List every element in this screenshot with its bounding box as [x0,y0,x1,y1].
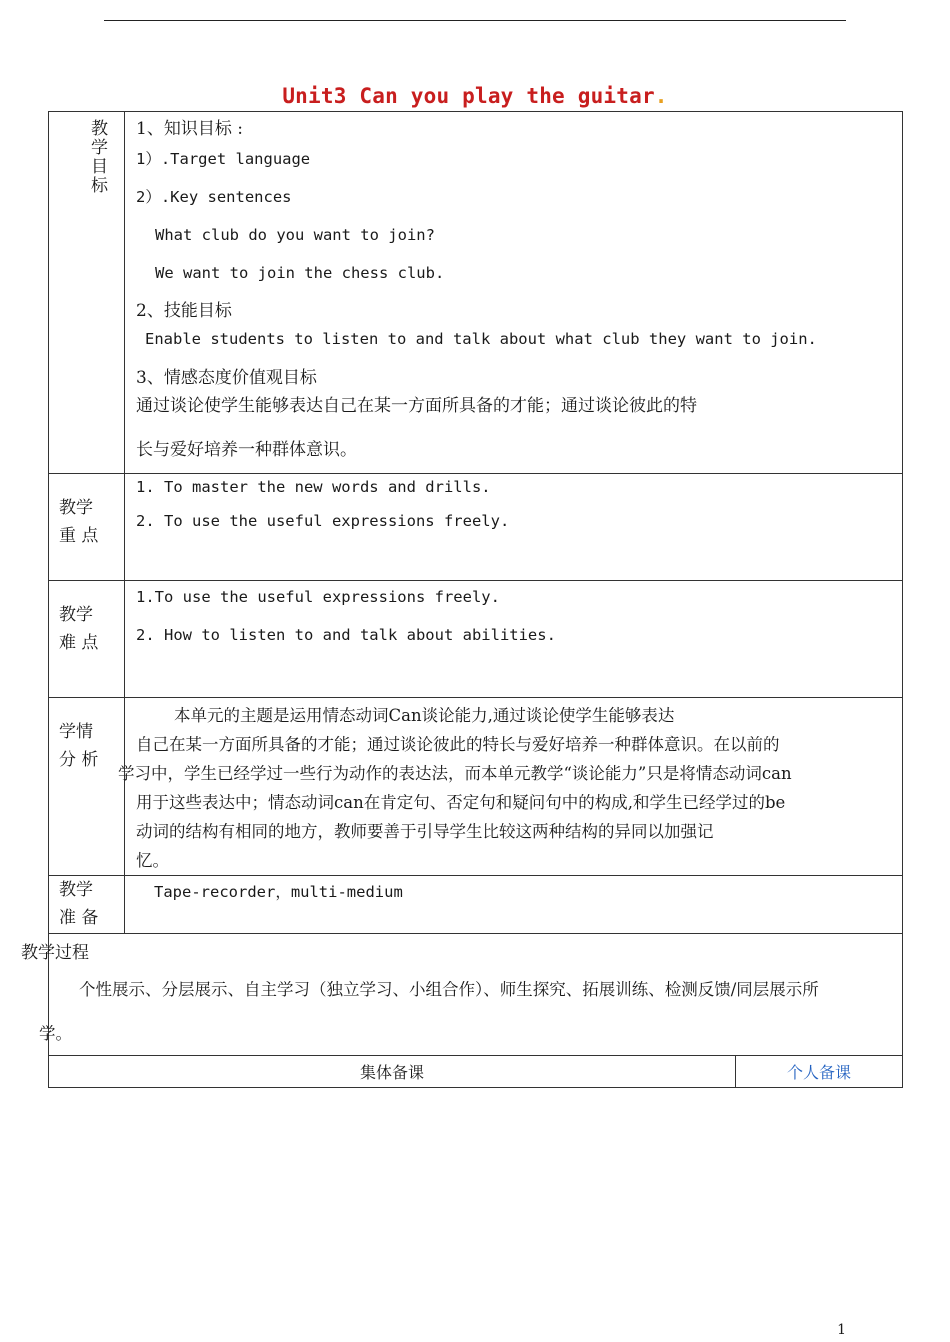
page-number: 1 [837,1322,846,1338]
sentence-1: What club do you want to join? [155,226,435,244]
goals-label-cell [49,112,125,474]
preparation-label-1: 教学 [59,880,93,900]
prep-columns-row [49,1056,903,1088]
analysis-line-3: 学习中，学生已经学过一些行为动作的表达法，而本单元教学“谈论能力”只是将情态动词can [118,764,792,783]
difficult-points-content-cell [125,581,903,698]
preparation-label-2: 准 备 [59,908,99,928]
analysis-content-cell [118,698,903,876]
difficult-points-row [49,581,903,698]
target-language: 1）.Target language [136,150,311,168]
skill-text: Enable students to listen to and talk about what club they want to join. [145,330,817,348]
process-label: 教学过程 [21,943,89,963]
analysis-line-6: 忆。 [136,851,169,870]
key-points-content-cell [125,474,903,581]
process-row [49,934,903,1056]
difficult-point-2: 2. How to listen to and talk about abilities. [136,626,556,644]
top-rule [104,20,846,21]
process-cell [21,934,903,1056]
collective-prep-label: 集体备课 [359,1063,424,1082]
page-title: Unit3 Can you play the guitar. [282,84,668,108]
key-points-label-cell [49,474,125,581]
sentence-2: We want to join the chess club. [155,264,445,282]
difficult-point-1: 1.To use the useful expressions freely. [136,588,500,606]
analysis-row [49,698,903,876]
key-points-row [49,474,903,581]
difficult-points-label-2: 难 点 [59,633,99,653]
difficult-points-label-1: 教学 [59,605,93,625]
key-points-label-2: 重 点 [59,526,99,546]
preparation-label-cell [49,876,125,934]
goals-label: 教 学 目 标 [91,119,108,196]
emotion-text-1: 通过谈论使学生能够表达自己在某一方面所具备的才能；通过谈论彼此的特 [136,396,697,416]
personal-prep-label: 个人备课 [787,1063,852,1082]
key-sentences: 2）.Key sentences [136,188,292,206]
preparation-text: Tape-recorder，multi-medium [154,883,403,901]
difficult-points-label-cell [49,581,125,698]
analysis-label-cell [49,698,125,876]
emotion-text-2: 长与爱好培养一种群体意识。 [136,440,357,460]
preparation-row [49,876,903,934]
key-point-2: 2. To use the useful expressions freely. [136,512,510,530]
lesson-plan-table [21,111,903,1088]
process-text-2: 学。 [39,1024,72,1043]
preparation-content-cell [125,876,903,934]
analysis-line-4: 用于这些表达中；情态动词can在肯定句、否定句和疑问句中的构成,和学生已经学过的be [136,793,786,812]
analysis-line-5: 动词的结构有相同的地方，教师要善于引导学生比较这两种结构的异同以加强记 [136,822,714,841]
key-points-label-1: 教学 [59,498,93,518]
personal-prep-cell [736,1056,903,1088]
analysis-label-2: 分 析 [59,750,99,770]
key-point-1: 1. To master the new words and drills. [136,478,491,496]
analysis-line-1: 本单元的主题是运用情态动词Can谈论能力,通过谈论使学生能够表达 [174,706,675,725]
collective-prep-cell [49,1056,736,1088]
analysis-line-2: 自己在某一方面所具备的才能；通过谈论彼此的特长与爱好培养一种群体意识。在以前的 [136,735,780,754]
analysis-label-1: 学情 [59,722,93,742]
knowledge-heading: 1、知识目标 : [136,119,243,139]
goals-row [49,112,903,474]
goals-content-cell [125,112,903,474]
skill-heading: 2、技能目标 [136,301,232,321]
process-text-1: 个性展示、分层展示、自主学习（独立学习、小组合作）、师生探究、拓展训练、检测反馈/同层展示所 [79,980,819,999]
emotion-heading: 3、情感态度价值观目标 [136,368,317,388]
